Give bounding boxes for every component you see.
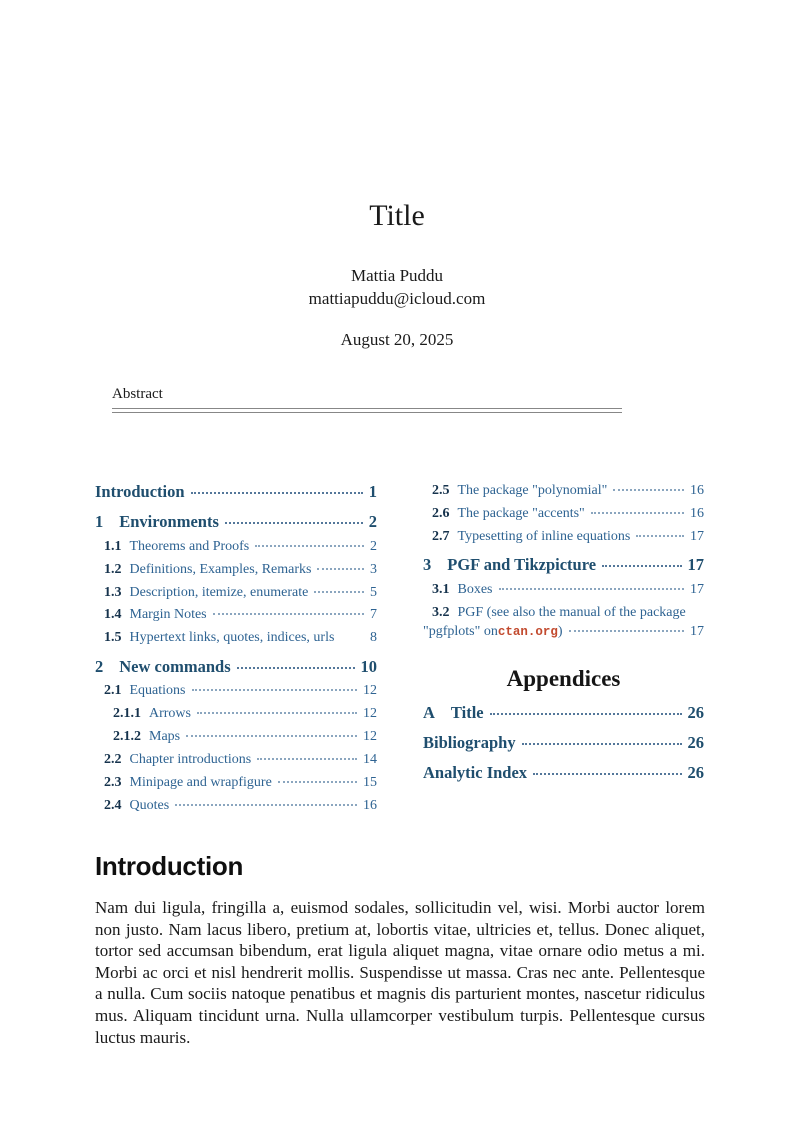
toc-entry-label: ) (557, 624, 563, 640)
toc-entry[interactable] (95, 630, 377, 645)
toc-entry-label: Hypertext links, quotes, indices, urls (129, 630, 335, 646)
toc-entry-number: A (423, 702, 435, 722)
toc-page-number: 16 (690, 483, 704, 498)
toc-leader-dots (197, 712, 357, 714)
toc-entry-number: 1.4 (104, 607, 122, 623)
toc-page-number: 10 (360, 656, 377, 676)
toc-entry-number: 2.4 (104, 797, 122, 813)
toc-entry-number: 1.2 (104, 561, 122, 577)
toc-page-number: 8 (370, 630, 377, 646)
toc-entry-label: Margin Notes (129, 607, 207, 623)
toc-entry-number: 1.5 (104, 630, 122, 646)
toc-entry-number: 2.1 (104, 683, 122, 699)
toc-entry-label: Definitions, Examples, Remarks (129, 561, 312, 577)
toc-entry-number: 3 (423, 555, 432, 575)
toc-entry-number: 2.7 (432, 528, 450, 544)
toc-entry[interactable] (95, 752, 377, 767)
toc-entry-label: PGF (see also the manual of the package (457, 604, 686, 620)
author-email: mattiapuddu@icloud.com (308, 289, 486, 309)
toc-page-number: 26 (687, 763, 704, 783)
abstract-label: Abstract (112, 386, 163, 402)
toc-page-number: 12 (363, 706, 377, 722)
toc-entry-label: Chapter introductions (129, 752, 252, 768)
toc-entry-number: 1 (95, 512, 104, 532)
toc-leader-dots (533, 773, 681, 775)
toc-leader-dots (255, 545, 364, 547)
toc-entry[interactable] (423, 529, 704, 544)
toc-entry[interactable] (423, 556, 704, 574)
toc-right-column (423, 483, 704, 782)
toc-entry-label: The package "accents" (457, 505, 585, 521)
toc-entry-label: Introduction (95, 482, 185, 501)
toc-leader-dots (317, 568, 364, 570)
introduction-paragraph: Nam dui ligula, fringilla a, euismod sodales, sollicitudin vel, wisi. Morbi auctor lorem non justo. Nam lacus libero, pretium at, lobortis vitae, ultricies et, tellus. Donec aliquet, tortor sed accumsan bibendum, erat ligula aliquet magna, vitae ornare odio metus a mi. Morbi ac orci et nisl hendrerit mollis. Suspendisse ut massa. Cras nec ante. Pellentesque a nulla. Cum sociis natoque penatibus et magnis dis parturient montes, nascetur ridiculus mus. Aliquam tincidunt urna. Nulla ullamcorper vestibulum turpis. Pellentesque cursus luctus mauris. (95, 898, 705, 1047)
toc-page-number: 17 (690, 528, 704, 544)
toc-leader-dots (175, 804, 357, 806)
toc-entry-number: 2.6 (432, 505, 450, 521)
toc-entry[interactable] (95, 562, 377, 577)
toc-entry-label: Bibliography (423, 732, 516, 752)
toc-entry[interactable] (423, 582, 704, 597)
toc-page-number: 17 (687, 555, 704, 575)
toc-page-number: 3 (370, 561, 377, 577)
toc-leader-dots (186, 735, 357, 737)
toc-leader-dots (569, 630, 684, 632)
toc-page-number: 1 (368, 482, 377, 501)
toc-leader-dots (602, 565, 681, 567)
toc-entry-label: Description, itemize, enumerate (129, 584, 309, 600)
toc-page-number: 2 (370, 538, 377, 554)
toc-entry-label: "pgfplots" on (423, 624, 498, 640)
toc-entry-number: 2 (95, 656, 104, 676)
toc-page-number: 14 (363, 752, 377, 768)
toc-leader-dots (499, 588, 685, 590)
toc-entry[interactable] (423, 506, 704, 521)
toc-entry[interactable] (423, 605, 704, 620)
introduction-heading: Introduction (95, 851, 244, 881)
toc-page-number: 26 (687, 702, 704, 722)
toc-page-number: 17 (690, 581, 704, 597)
toc-entry[interactable] (95, 658, 377, 676)
toc-leader-dots (314, 591, 364, 593)
toc-entry-label: PGF and Tikzpicture (447, 555, 597, 575)
toc-entry-label: New commands (119, 656, 231, 676)
toc-entry-label: Arrows (149, 706, 191, 722)
toc-page-number: 5 (370, 584, 377, 600)
toc-entry[interactable] (95, 706, 377, 721)
toc-entry-label: Typesetting of inline equations (457, 528, 631, 544)
toc-leader-dots (490, 713, 682, 715)
toc-leader-dots (213, 613, 364, 615)
toc-entry-label: Theorems and Proofs (129, 538, 250, 554)
toc-entry-label: Minipage and wrapfigure (129, 774, 272, 790)
toc-entry-number: 3.1 (432, 581, 450, 597)
toc-leader-dots (191, 492, 363, 494)
toc-entry-label: Equations (129, 683, 186, 699)
toc-entry[interactable] (423, 704, 704, 722)
toc-page-number: 26 (687, 732, 704, 752)
toc-entry[interactable] (95, 539, 377, 554)
toc-page-number: 16 (363, 797, 377, 813)
ctan-org-link[interactable]: ctan.org (497, 625, 558, 640)
toc-leader-dots (257, 758, 357, 760)
toc-leader-dots (591, 512, 684, 514)
toc-leader-dots (225, 522, 363, 524)
toc-entry-number: 1.3 (104, 584, 122, 600)
toc-entry-number: 2.3 (104, 774, 122, 790)
document-date: August 20, 2025 (340, 329, 454, 349)
toc-entry[interactable] (95, 483, 377, 501)
title-block (0, 201, 794, 350)
author-name: Mattia Puddu (350, 266, 444, 285)
toc-entry-number: 1.1 (104, 538, 122, 554)
toc-entry[interactable] (95, 585, 377, 600)
toc-entry-label: Environments (119, 512, 219, 532)
toc-entry-number: 2.1.2 (113, 729, 141, 745)
toc-entry-number: 2.2 (104, 752, 122, 768)
toc-leader-dots (278, 781, 357, 783)
toc-leader-dots (636, 535, 684, 537)
appendices-heading: Appendices (506, 665, 621, 691)
toc-entry-label: Boxes (457, 581, 493, 597)
toc-leader-dots (192, 689, 358, 691)
toc-entry-number: 2.5 (432, 483, 450, 498)
toc-entry[interactable] (95, 683, 377, 698)
toc-entry[interactable] (423, 734, 704, 752)
toc-entry-label: Maps (149, 729, 181, 745)
toc-entry-label: Quotes (129, 797, 170, 813)
toc-entry-number: 2.1.1 (113, 706, 141, 722)
introduction-section (95, 851, 705, 1048)
abstract-double-rule (112, 408, 622, 413)
document-title: Title (369, 199, 425, 232)
toc-entry[interactable] (423, 764, 704, 782)
toc-entry[interactable] (95, 607, 377, 622)
toc-page-number: 12 (363, 683, 377, 699)
toc-entry-continuation[interactable] (423, 624, 704, 640)
toc-entry-label: Analytic Index (423, 763, 528, 783)
toc-entry[interactable] (95, 729, 377, 744)
toc-leader-dots (237, 667, 355, 669)
toc-page-number: 17 (690, 624, 704, 640)
toc-entry[interactable] (95, 798, 377, 813)
toc-page-number: 12 (363, 729, 377, 745)
toc-entry-number: 3.2 (432, 604, 450, 620)
toc-page-number: 7 (370, 607, 377, 623)
toc-leader-dots (613, 489, 684, 491)
toc-entry[interactable] (423, 483, 704, 498)
toc-page-number: 15 (363, 774, 377, 790)
toc-entry-label: Title (450, 702, 484, 722)
toc-page-number: 2 (368, 512, 377, 532)
toc-entry[interactable] (95, 513, 377, 531)
toc-left-column (95, 483, 377, 813)
toc-leader-dots (522, 743, 682, 745)
toc-entry[interactable] (95, 775, 377, 790)
toc-page-number: 16 (690, 505, 704, 521)
toc-entry-label: The package "polynomial" (457, 483, 608, 498)
